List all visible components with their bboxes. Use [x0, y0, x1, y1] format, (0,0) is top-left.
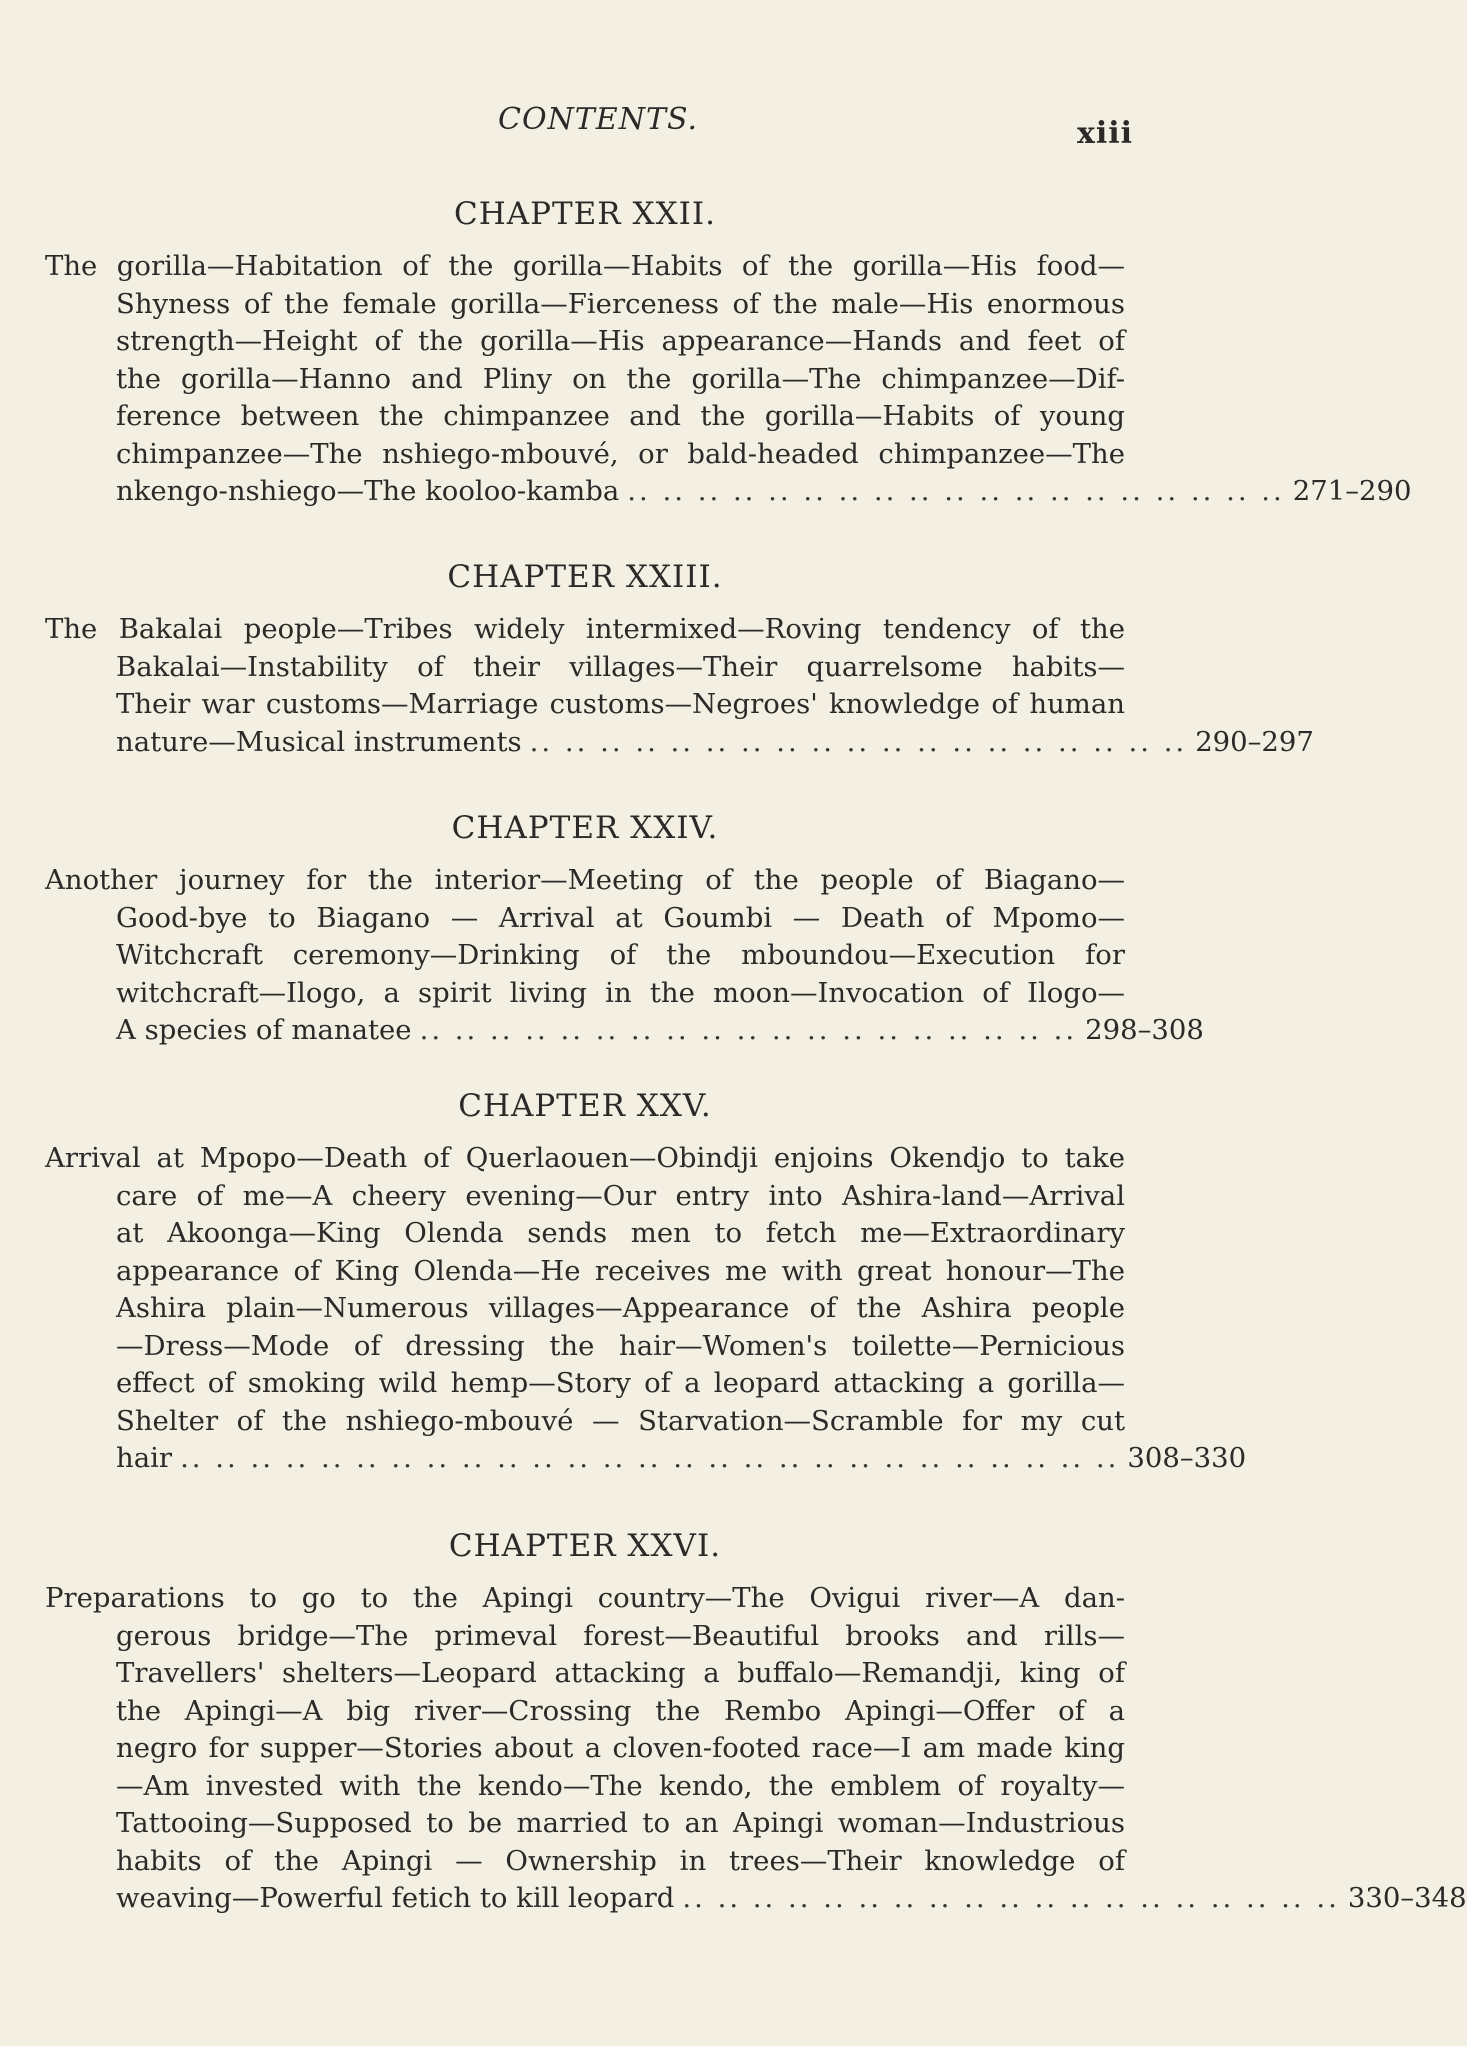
page-range: 290–297: [1195, 725, 1314, 758]
chapter-xxiv-entry: [45, 806, 1204, 1050]
summary-line: nature—Musical instruments: [116, 725, 522, 758]
page-range: 308–330: [1127, 1442, 1247, 1474]
summary-line: The Bakalai people—Tribes widely intermixed—Roving tendency of the: [45, 613, 1125, 645]
chapter-heading: CHAPTER XXVI.: [448, 1528, 722, 1564]
chapter-xxvi-entry: [45, 1524, 1467, 1918]
chapter-summary: [45, 1140, 1247, 1478]
summary-line: Another journey for the interior—Meeting of the people of Biagano—: [45, 864, 1125, 896]
dot-leaders: .. .. .. .. .. .. .. .. .. .. .. .. .. .. .. .. .. .. ..: [627, 475, 1285, 507]
summary-line: strength—Height of the gorilla—His appearance—Hands and feet of: [116, 325, 1125, 357]
summary-line: the gorilla—Hanno and Pliny on the gorilla—The chimpanzee—Dif-: [116, 362, 1125, 395]
chapter-heading: CHAPTER XXV.: [458, 1088, 712, 1124]
chapter-xxv-entry: [45, 1084, 1247, 1478]
summary-line: The gorilla—Habitation of the gorilla—Habits of the gorilla—His food—: [45, 250, 1125, 282]
summary-line: habits of the Apingi — Ownership in trees—Their knowledge of: [116, 1844, 1125, 1877]
chapter-summary: [45, 1580, 1467, 1918]
summary-last-line: [45, 724, 1314, 762]
chapter-summary: [45, 862, 1204, 1050]
summary-last-line: [45, 1012, 1204, 1050]
summary-line: Shelter of the nshiego-mbouvé — Starvation—Scramble for my cut: [116, 1404, 1125, 1437]
summary-line: Preparations to go to the Apingi country—The Ovigui river—A dan-: [45, 1582, 1125, 1614]
summary-last-line: [45, 473, 1412, 511]
summary-line: Travellers' shelters—Leopard attacking a buffalo—Remandji, king of: [116, 1657, 1125, 1689]
summary-line: weaving—Powerful fetich to kill leopard: [116, 1882, 675, 1914]
dot-leaders: .. .. .. .. .. .. .. .. .. .. .. .. .. .. .. .. .. .. ..: [419, 1014, 1078, 1046]
summary-last-line: [45, 1440, 1247, 1478]
summary-line: gerous bridge—The primeval forest—Beautiful brooks and rills—: [116, 1619, 1125, 1652]
summary-line: Tattooing—Supposed to be married to an Apingi woman—Industrious: [116, 1807, 1125, 1839]
summary-line: chimpanzee—The nshiego-mbouvé, or bald-headed chimpanzee—The: [116, 437, 1125, 470]
summary-line: the Apingi—A big river—Crossing the Rembo Apingi—Offer of a: [116, 1694, 1125, 1727]
page-range: 330–348: [1347, 1882, 1467, 1914]
summary-line: nkengo-nshiego—The kooloo-kamba: [116, 475, 620, 507]
dot-leaders: .. .. .. .. .. .. .. .. .. .. .. .. .. .. .. .. .. .. ..: [682, 1882, 1340, 1914]
page-range: 271–290: [1292, 475, 1412, 507]
summary-line: Bakalai—Instability of their villages—Their quarrelsome habits—: [116, 650, 1125, 683]
summary-line: appearance of King Olenda—He receives me with great honour—The: [116, 1254, 1125, 1287]
chapter-xxii-entry: [45, 192, 1412, 511]
running-head: [0, 102, 1266, 151]
chapter-xxiii-entry: [45, 555, 1314, 761]
page-number: xiii: [1077, 116, 1134, 151]
summary-line: hair: [116, 1442, 173, 1474]
running-title: CONTENTS.: [498, 102, 698, 137]
summary-line: —Am invested with the kendo—The kendo, the emblem of royalty—: [116, 1769, 1125, 1802]
summary-line: at Akoonga—King Olenda sends men to fetch me—Extraordinary: [116, 1217, 1125, 1249]
chapter-summary: [45, 248, 1412, 511]
summary-line: A species of manatee: [116, 1014, 412, 1046]
summary-line: Shyness of the female gorilla—Fierceness of the male—His enormous: [116, 287, 1125, 320]
summary-line: care of me—A cheery evening—Our entry into Ashira-land—Arrival: [116, 1179, 1125, 1212]
summary-line: —Dress—Mode of dressing the hair—Women's toilette—Pernicious: [116, 1329, 1125, 1362]
summary-line: Ashira plain—Numerous villages—Appearance of the Ashira people: [116, 1292, 1125, 1324]
summary-last-line: [45, 1880, 1467, 1918]
summary-line: witchcraft—Ilogo, a spirit living in the moon—Invocation of Ilogo—: [116, 976, 1125, 1009]
summary-line: ference between the chimpanzee and the gorilla—Habits of young: [116, 400, 1125, 432]
summary-line: negro for supper—Stories about a cloven-footed race—I am made king: [116, 1732, 1125, 1764]
chapter-heading: CHAPTER XXIII.: [447, 559, 723, 595]
page-range: 298–308: [1085, 1014, 1204, 1046]
chapter-heading: CHAPTER XXII.: [454, 196, 716, 232]
summary-line: Their war customs—Marriage customs—Negroes' knowledge of human: [116, 688, 1125, 720]
dot-leaders: .. .. .. .. .. .. .. .. .. .. .. .. .. .. .. .. .. .. ..: [529, 725, 1188, 758]
chapter-summary: [45, 611, 1314, 761]
chapter-heading: CHAPTER XXIV.: [451, 810, 719, 846]
summary-line: Good-bye to Biagano — Arrival at Goumbi — Death of Mpomo—: [116, 901, 1125, 934]
summary-line: effect of smoking wild hemp—Story of a leopard attacking a gorilla—: [116, 1367, 1125, 1399]
summary-line: Witchcraft ceremony—Drinking of the mboundou—Execution for: [116, 939, 1125, 971]
summary-line: Arrival at Mpopo—Death of Querlaouen—Obindji enjoins Okendjo to take: [45, 1142, 1125, 1174]
dot-leaders: .. .. .. .. .. .. .. .. .. .. .. .. .. .. .. .. .. .. .. .. .. .. .. .. .. .. ..: [180, 1442, 1120, 1474]
